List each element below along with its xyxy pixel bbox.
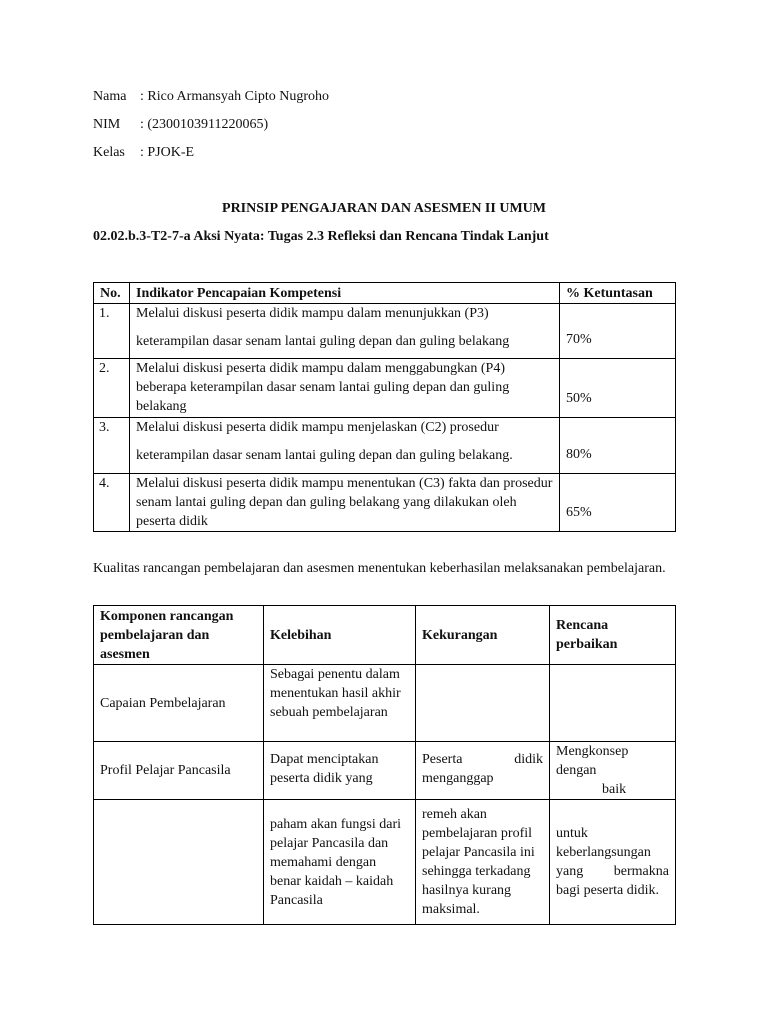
header-indicator: Indikator Pencapaian Kompetensi	[130, 283, 560, 304]
percentage-cell: 50%	[560, 359, 676, 418]
component-cell: Capaian Pembelajaran	[94, 665, 264, 742]
table-header-row	[94, 283, 676, 304]
weakness-line: Peserta didik	[422, 752, 543, 767]
nim-label: NIM	[93, 117, 121, 132]
class-row	[93, 143, 194, 162]
table-row	[94, 800, 676, 925]
quality-paragraph: Kualitas rancangan pembelajaran dan asesmen menentukan keberhasilan melaksanakan pembelajaran.	[93, 561, 666, 576]
indicator-cell	[130, 418, 560, 474]
table-row	[94, 742, 676, 800]
header-weaknesses: Kekurangan	[416, 606, 550, 665]
indicator-line: keterampilan dasar senam lantai guling depan dan guling belakang	[136, 334, 510, 349]
name-label: Nama	[93, 89, 127, 104]
component-cell	[94, 800, 264, 925]
name-row	[93, 87, 329, 106]
strength-cell: paham akan fungsi dari pelajar Pancasila dan memahami dengan benar kaidah – kaidah Pancasila	[264, 800, 416, 925]
plan-cell	[550, 742, 676, 800]
row-number: 2.	[94, 359, 130, 418]
row-number: 1.	[94, 304, 130, 359]
component-cell: Profil Pelajar Pancasila	[94, 742, 264, 800]
nim-row	[93, 115, 268, 134]
design-evaluation-table	[93, 605, 676, 925]
percentage-cell: 65%	[560, 474, 676, 532]
header-component: Komponen rancangan pembelajaran dan asesmen	[94, 606, 264, 665]
weakness-line: menganggap	[422, 771, 494, 786]
document-subtitle: 02.02.b.3-T2-7-a Aksi Nyata: Tugas 2.3 Refleksi dan Rencana Tindak Lanjut	[93, 229, 549, 244]
indicator-cell: Melalui diskusi peserta didik mampu dalam menggabungkan (P4) beberapa keterampilan dasar senam lantai guling depan dan guling belakang	[130, 359, 560, 418]
table-row	[94, 359, 676, 418]
indicator-line: keterampilan dasar senam lantai guling depan dan guling belakang.	[136, 448, 513, 463]
header-improvement-plan: Rencana perbaikan	[550, 606, 676, 665]
class-label: Kelas	[93, 145, 125, 160]
plan-cell	[550, 665, 676, 742]
indicator-cell	[130, 304, 560, 359]
indicator-line: Melalui diskusi peserta didik mampu menjelaskan (C2) prosedur	[136, 420, 499, 435]
percentage-cell: 80%	[560, 418, 676, 474]
table-row	[94, 418, 676, 474]
indicator-cell: Melalui diskusi peserta didik mampu menentukan (C3) fakta dan prosedur senam lantai guling depan dan guling belakang yang dilakukan oleh peserta didik	[130, 474, 560, 532]
plan-line: dengan	[556, 763, 597, 778]
weakness-cell	[416, 742, 550, 800]
plan-line: baik	[602, 782, 627, 797]
strength-cell: Dapat menciptakan peserta didik yang	[264, 742, 416, 800]
indicator-line: Melalui diskusi peserta didik mampu dalam menunjukkan (P3)	[136, 306, 489, 321]
weakness-cell	[416, 665, 550, 742]
header-percentage: % Ketuntasan	[560, 283, 676, 304]
document-title: PRINSIP PENGAJARAN DAN ASESMEN II UMUM	[222, 201, 546, 216]
table-row	[94, 665, 676, 742]
percentage-cell: 70%	[560, 304, 676, 359]
row-number: 4.	[94, 474, 130, 532]
strength-cell: Sebagai penentu dalam menentukan hasil akhir sebuah pembelajaran	[264, 665, 416, 742]
plan-line: Mengkonsep	[556, 744, 629, 759]
weakness-cell: remeh akan pembelajaran profil pelajar Pancasila ini sehingga terkadang hasilnya kurang maksimal.	[416, 800, 550, 925]
table-row	[94, 474, 676, 532]
competency-table	[93, 282, 676, 532]
header-strengths: Kelebihan	[264, 606, 416, 665]
table-header-row	[94, 606, 676, 665]
table-row	[94, 304, 676, 359]
header-no: No.	[94, 283, 130, 304]
nim-value: : (2300103911220065)	[140, 117, 269, 132]
plan-cell: untuk keberlangsungan yang bermakna bagi peserta didik.	[550, 800, 676, 925]
row-number: 3.	[94, 418, 130, 474]
class-value: : PJOK-E	[140, 145, 195, 160]
name-value: : Rico Armansyah Cipto Nugroho	[140, 89, 329, 104]
